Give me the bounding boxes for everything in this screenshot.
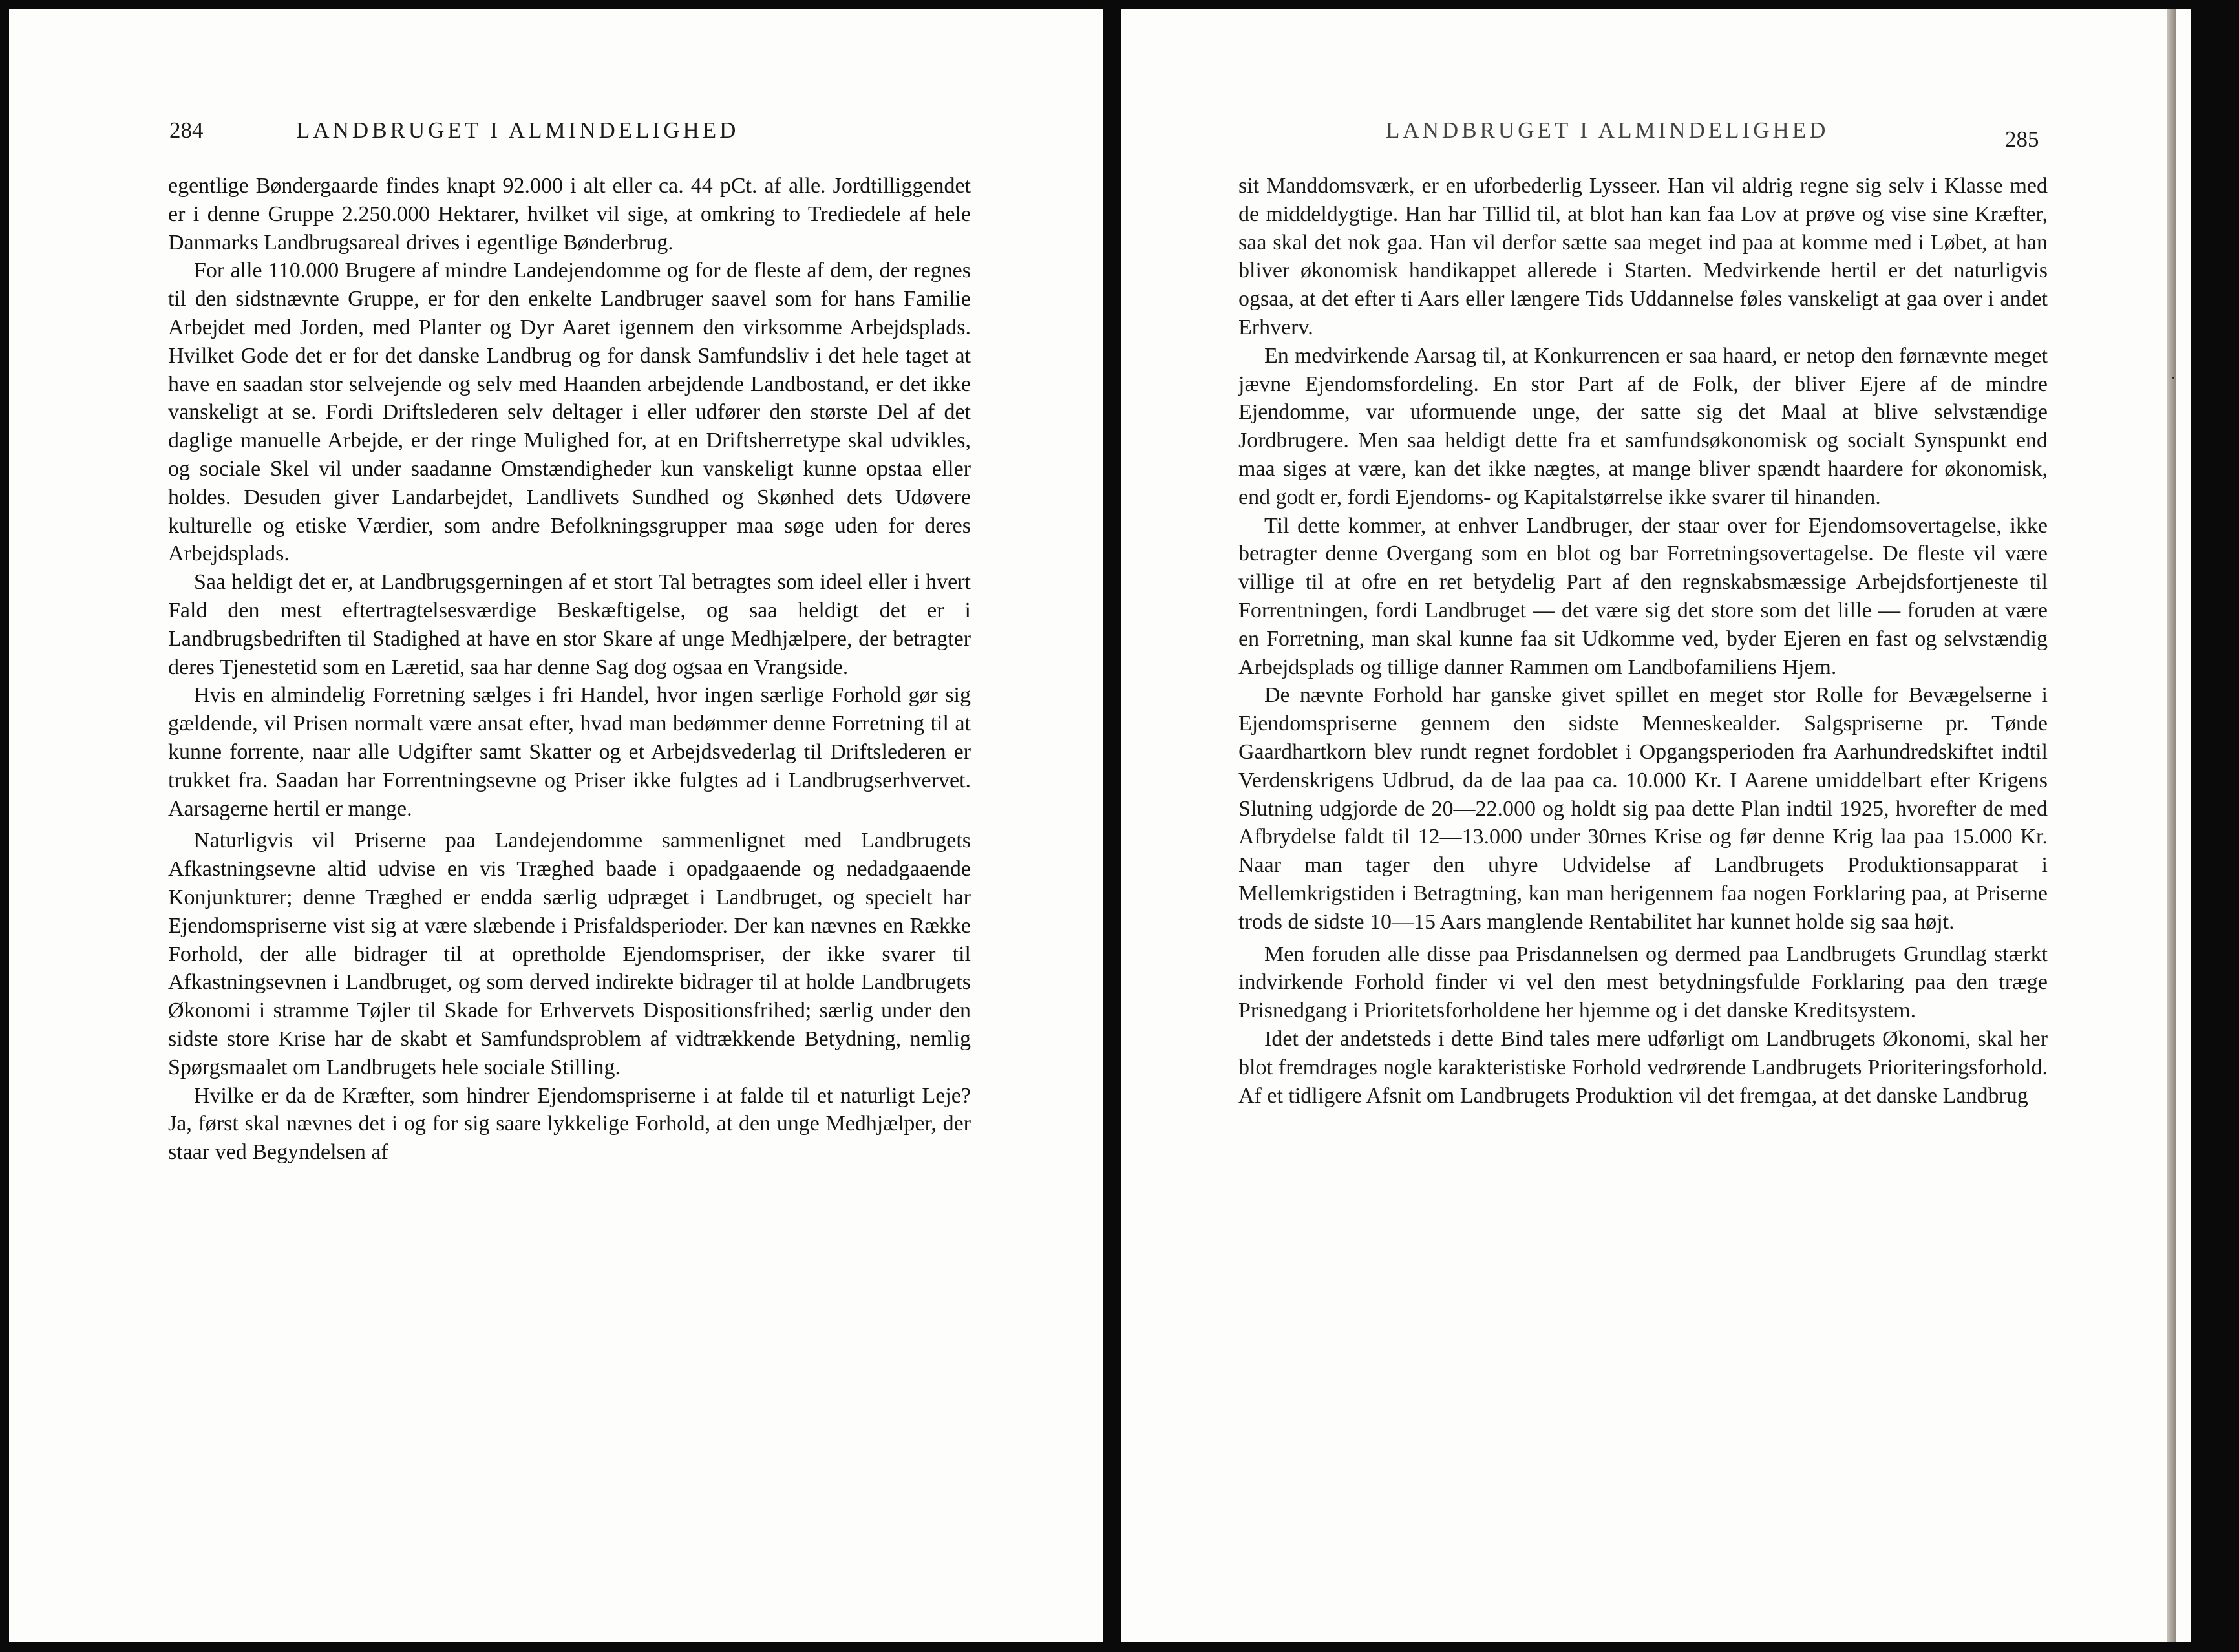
ink-speck: · [2170, 368, 2176, 387]
paragraph: For alle 110.000 Brugere af mindre Landejendomme og for de fleste af dem, der regnes til den sidstnævnte Gruppe, er for den enkelte Landbruger saavel som for hans Familie Arbejdet med Jorden, med Planter og Dyr Aaret igennem den virksomme Arbejdsplads. Hvilket Gode det er for det danske Landbrug og for dansk Samfundsliv i det hele taget at have en saadan stor selvejende og selv med Haanden arbejdende Landbostand, er det ikke vanskeligt at se. Fordi Driftslederen selv deltager i eller udfører den største Del af det daglige manuelle Arbejde, er der ringe Mulighed for, at en Driftsherretype skal udvikles, og sociale Skel vil under saadanne Omstændigheder kun vanskeligt kunne opstaa eller holdes. Desuden giver Landarbejdet, Landlivets Sundhed og Skønhed dets Udøvere kulturelle og etiske Værdier, som andre Befolkningsgrupper maa søge uden for deres Arbejdsplads. [168, 259, 971, 566]
left-page [9, 9, 1103, 1642]
left-page-body [168, 172, 971, 1167]
paragraph: Hvis en almindelig Forretning sælges i fri Handel, hvor ingen særlige Forhold gør sig gældende, vil Prisen normalt være ansat efter, hvad man bedømmer denne Forretning til at kunne forrente, naar alle Udgifter samt Skatter og et Arbejdsvederlag til Driftslederen er trukket fra. Saadan har Forrentningsevne og Priser ikke fulgtes ad i Landbrugserhvervet. Aarsagerne hertil er mange. [168, 683, 971, 821]
paragraph: Saa heldigt det er, at Landbrugsgerningen af et stort Tal betragtes som ideel eller i hvert Fald den mest eftertragtelsesværdige Beskæftigelse, og saa heldigt det er i Landbrugsbedriften til Stadighed at have en stor Skare af unge Medhjælpere, der betragter deres Tjenestetid som en Læretid, saa har denne Sag dog ogsaa en Vrangside. [168, 570, 971, 679]
paragraph: Men foruden alle disse paa Prisdannelsen og dermed paa Landbrugets Grundlag stærkt indvirkende Forhold finder vi vel den mest betydningsfulde Forklaring paa den træge Prisnedgang i Prioritetsforholdene her hjemme og i det danske Kreditsystem. [1238, 942, 2048, 1023]
right-page [1121, 9, 2191, 1642]
paragraph: Idet der andetsteds i dette Bind tales mere udførligt om Landbrugets Økonomi, skal her blot fremdrages nogle karakteristiske Forhold vedrørende Landbrugets Prioriteringsforhold. Af et tidligere Afsnit om Landbrugets Produktion vil det fremgaa, at det danske Landbrug [1238, 1026, 2048, 1108]
paragraph: Hvilke er da de Kræfter, som hindrer Ejendomspriserne i at falde til et naturligt Leje? Ja, først skal nævnes det i og for sig saare lykkelige Forhold, at den unge Medhjælper, der staar ved Begyndelsen af [168, 1083, 971, 1165]
paragraph: Til dette kommer, at enhver Landbruger, der staar over for Ejendomsovertagelse, ikke betragter denne Overgang som en blot og bar Forretningsovertagelse. De fleste vil være villige til at ofre en ret betydelig Part af den regnskabsmæssige Arbejdsfortjeneste til Forrentningen, fordi Landbruget — det være sig det store som det lille — foruden at være en Forretning, man skal kunne faa sit Udkomme ved, byder Ejeren en fast og selvstændig Arbejdsplads og tillige danner Rammen om Landbofamiliens Hjem. [1238, 513, 2048, 679]
right-page-number: 285 [2005, 127, 2039, 152]
book-page-edge [2167, 9, 2176, 1642]
paragraph: De nævnte Forhold har ganske givet spillet en meget stor Rolle for Bevægelserne i Ejendomspriserne gennem den sidste Menneskealder. Salgspriserne pr. Tønde Gaardhartkorn blev rundt regnet fordoblet i Opgangsperioden fra Aarhundredskiftet indtil Verdenskrigens Udbrud, da de laa paa ca. 10.000 Kr. I Aarene umiddelbart efter Krigens Slutning udgjorde de 20—22.000 og holdt sig paa dette Plan indtil 1925, hvorefter de med Afbrydelse faldt til 12—13.000 under 30rnes Krise og før denne Krig laa paa 15.000 Kr. Naar man tager den uhyre Udvidelse af Landbrugets Produktionsapparat i Mellemkrigstiden i Betragtning, kan man herigennem faa nogen Forklaring paa, at Priserne trods de sidste 10—15 Aars manglende Rentabilitet har kunnet holde sig saa højt. [1238, 683, 2048, 934]
paragraph: En medvirkende Aarsag til, at Konkurrencen er saa haard, er netop den førnævnte meget jævne Ejendomsfordeling. En stor Part af de Folk, der bliver Ejere af de mindre Ejendomme, var uformuende unge, der satte sig det Maal at blive selvstændige Jordbrugere. Men saa heldigt dette fra et samfundsøkonomisk og socialt Synspunkt end maa siges at være, kan det ikke nægtes, at mange bliver spændt haardere for økonomisk, end godt er, fordi Ejendoms- og Kapitalstørrelse ikke svarer til hinanden. [1238, 343, 2048, 509]
right-running-title: LANDBRUGET I ALMINDELIGHED [1386, 118, 1829, 143]
paragraph: Naturligvis vil Priserne paa Landejendomme sammenlignet med Landbrugets Afkastningsevne altid udvise en vis Træghed baade i opadgaaende og nedadgaaende Konjunkturer; denne Træghed er endda særlig udpræget i Landbruget, og specielt har Ejendomspriserne vist sig at være slæbende i Prisfaldsperioder. Der kan nævnes en Række Forhold, der alle bidrager til at opretholde Ejendomspriser, der ikke svarer til Afkastningsevnen i Landbruget, og som derved indirekte bidrager til at holde Landbrugets Økonomi i stramme Tøjler til Skade for Erhvervets Dispositionsfrihed; særlig under den sidste store Krise har de skabt et Samfundsproblem af vidtrækkende Betydning, nemlig Spørgsmaalet om Landbrugets hele sociale Stilling. [168, 829, 971, 1079]
left-page-number: 284 [169, 118, 204, 143]
right-page-body [1238, 172, 2048, 1110]
paragraph: egentlige Bøndergaarde findes knapt 92.000 i alt eller ca. 44 pCt. af alle. Jordtilliggendet er i denne Gruppe 2.250.000 Hektarer, hvilket vil sige, at omkring to Trediedele af hele Danmarks Landbrugsareal drives i egentlige Bønderbrug. [168, 174, 971, 255]
left-running-title: LANDBRUGET I ALMINDELIGHED [296, 118, 739, 143]
paragraph: sit Manddomsværk, er en uforbederlig Lysseer. Han vil aldrig regne sig selv i Klasse med de middeldygtige. Han har Tillid til, at blot han kan faa Lov at prøve og vise sine Kræfter, saa skal det nok gaa. Han vil derfor sætte saa meget ind paa at komme med i Løbet, at han bliver økonomisk handikappet allerede i Starten. Medvirkende hertil er det naturligvis ogsaa, at det efter ti Aars eller længere Tids Uddannelse føles vanskeligt at gaa over i andet Erhverv. [1238, 174, 2048, 339]
